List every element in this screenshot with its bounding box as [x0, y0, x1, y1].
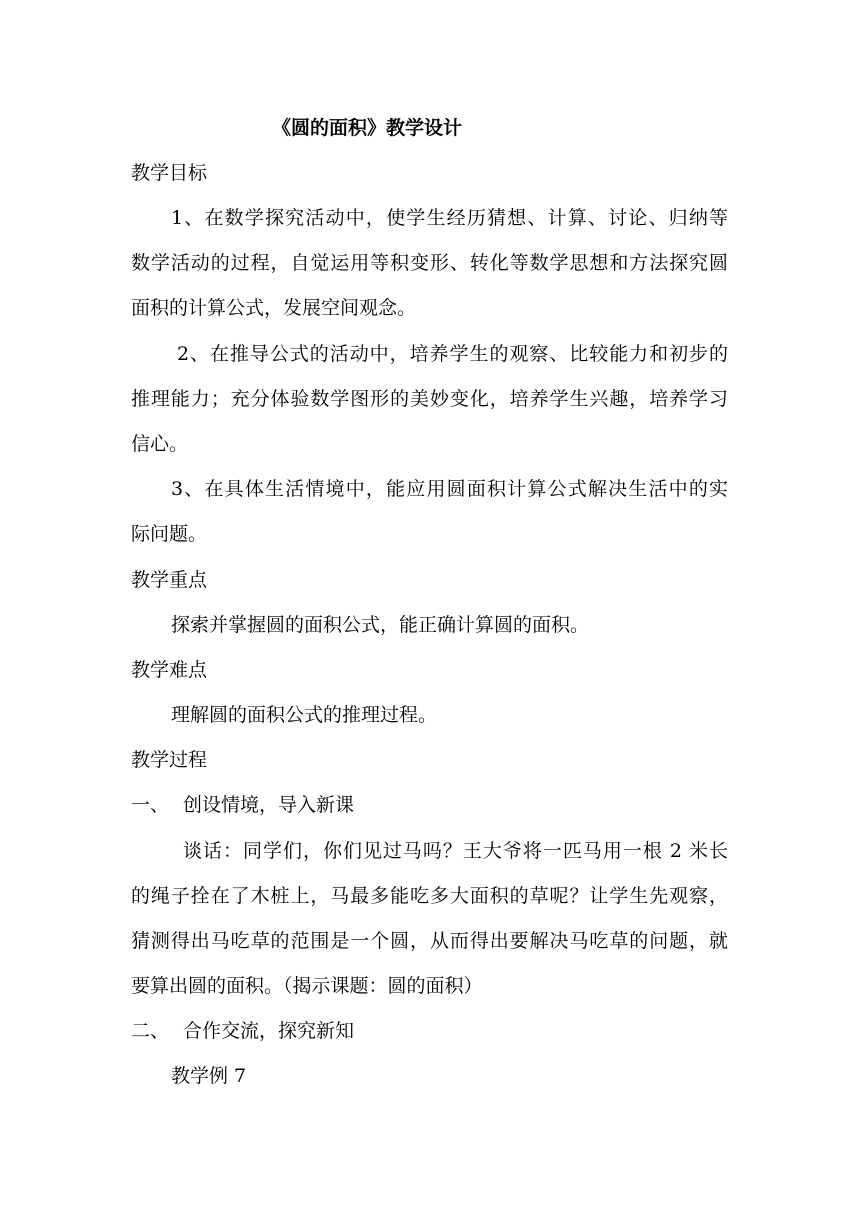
- process-heading: 教学过程: [131, 749, 208, 771]
- key-text: 探索并掌握圆的面积公式，能正确计算圆的面积。: [171, 614, 590, 636]
- step2-title: 合作交流，探究新知: [183, 1020, 355, 1042]
- difficulty-text: 理解圆的面积公式的推理过程。: [171, 704, 438, 726]
- goal1-line1: 1、在数学探究活动中，使学生经历猜想、计算、讨论、归纳等: [171, 207, 728, 229]
- example-label: 教学例 7: [171, 1065, 247, 1087]
- step1-title: 创设情境，导入新课: [183, 794, 355, 816]
- key-heading: 教学重点: [131, 569, 208, 591]
- goal2-line2: 推理能力；充分体验数学图形的美妙变化，培养学生兴趣，培养学习: [131, 388, 728, 410]
- goal3-line1: 3、在具体生活情境中，能应用圆面积计算公式解决生活中的实: [171, 478, 728, 500]
- goal3-line2: 际问题。: [131, 523, 208, 545]
- goals-heading: 教学目标: [131, 162, 208, 184]
- step1-text-line2: 的绳子拴在了木桩上，马最多能吃多大面积的草呢？让学生先观察，: [131, 885, 728, 907]
- goal1-line3: 面积的计算公式，发展空间观念。: [131, 297, 417, 319]
- step1-text-line3: 猜测得出马吃草的范围是一个圆，从而得出要解决马吃草的问题，就: [131, 930, 728, 952]
- goal1-line2: 数学活动的过程，自觉运用等积变形、转化等数学思想和方法探究圆: [131, 252, 728, 274]
- step1-text-line4: 要算出圆的面积。（揭示课题：圆的面积）: [131, 975, 483, 997]
- step2-number: 二、: [131, 1020, 170, 1042]
- step1-number: 一、: [131, 794, 170, 816]
- step1-text-line1: 谈话：同学们，你们见过马吗？王大爷将一匹马用一根 2 米长: [183, 840, 728, 862]
- goal2-line1: 2、在推导公式的活动中，培养学生的观察、比较能力和初步的: [177, 343, 728, 365]
- goal2-line3: 信心。: [131, 433, 189, 455]
- difficulty-heading: 教学难点: [131, 659, 208, 681]
- document-title: 《圆的面积》教学设计: [272, 117, 463, 139]
